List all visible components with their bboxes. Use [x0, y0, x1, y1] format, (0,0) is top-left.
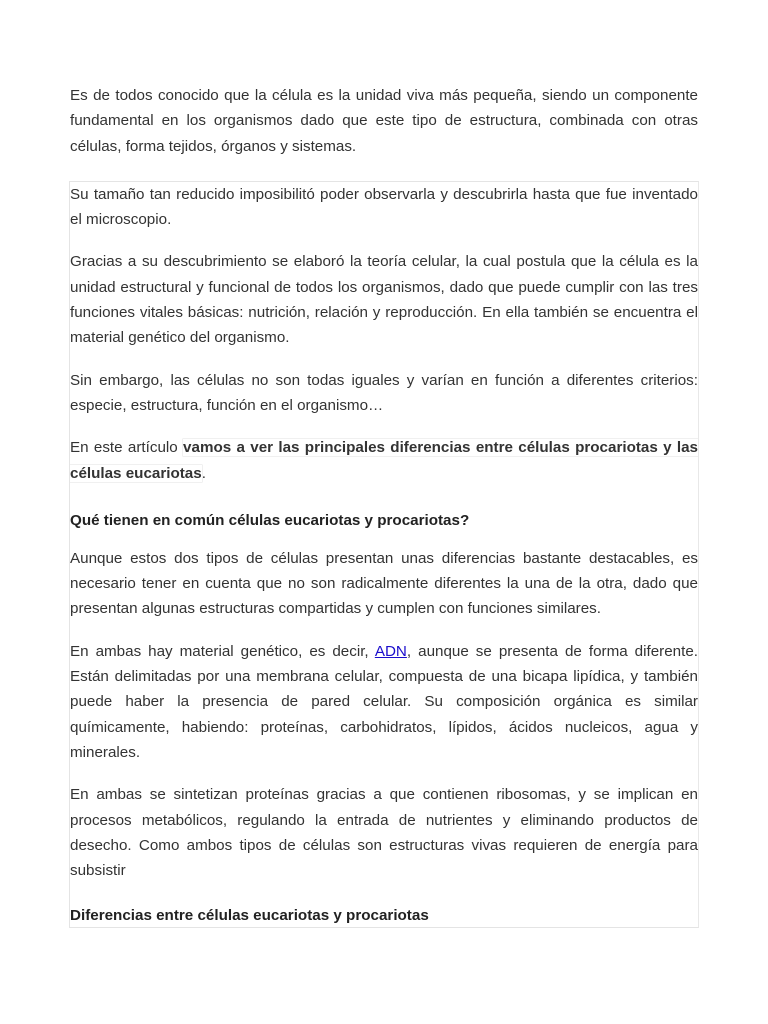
paragraph-microscope: Su tamaño tan reducido imposibilitó poder observarla y descubrirla hasta que fue inventado el microscopio.: [70, 185, 698, 229]
paragraph-shared-structures: Aunque estos dos tipos de células presentan unas diferencias bastante destacables, es necesario tener en cuenta que no son radicalmente diferentes la una de la otra, dado que presentan algunas estructuras compartidas y cumplen con funciones similares.: [70, 549, 698, 618]
genetic-trailing-text: , aunque se presenta de forma diferente. Están delimitadas por una membrana celular, compuesta de una bicapa lipídica, y también puede haber la presencia de pared celular. Su composición orgánica es similar químicamente, habiendo: proteínas, carbohidratos, lípidos, ácidos nucleicos, agua y minerales.: [70, 642, 698, 761]
paragraph-protein-synthesis: En ambas se sintetizan proteínas gracias a que contienen ribosomas, y se implican en procesos metabólicos, regulando la entrada de nutrientes y eliminando productos de desecho. Como ambos tipos de células son estructuras vivas requieren de energía para subsistir: [70, 786, 698, 880]
paragraph-genetic-material: [70, 639, 698, 765]
document-page: [70, 83, 698, 928]
heading-common-features: Qué tienen en común células eucariotas y procariotas?: [70, 511, 470, 529]
intro-paragraph: Es de todos conocido que la célula es la unidad viva más pequeña, siendo un componente fundamental en los organismos dado que este tipo de estructura, combinada con otras células, forma tejidos, órganos y sistemas.: [70, 87, 698, 155]
genetic-lead-text: En ambas hay material genético, es decir,: [70, 642, 375, 660]
paragraph-differences-intro: Sin embargo, las células no son todas iguales y varían en función a diferentes criterios: especie, estructura, función en el organismo…: [70, 371, 698, 414]
article-frame: [69, 181, 699, 929]
purpose-lead-text: En este artículo: [70, 439, 184, 457]
heading-differences: Diferencias entre células eucariotas y procariotas: [70, 907, 429, 925]
adn-link[interactable]: ADN: [374, 642, 407, 660]
paragraph-cell-theory: Gracias a su descubrimiento se elaboró la teoría celular, la cual postula que la célula es la unidad estructural y funcional de todos los organismos, dado que puede cumplir con las tres funciones vitales básicas: nutrición, relación y reproducción. En ella también se encuentra el material genético del organismo.: [70, 253, 698, 347]
purpose-bold-text: vamos a ver las principales diferencias entre células procariotas y las células eucariotas: [70, 439, 698, 482]
paragraph-article-purpose: [70, 435, 698, 486]
purpose-trailing-text: .: [201, 464, 206, 482]
